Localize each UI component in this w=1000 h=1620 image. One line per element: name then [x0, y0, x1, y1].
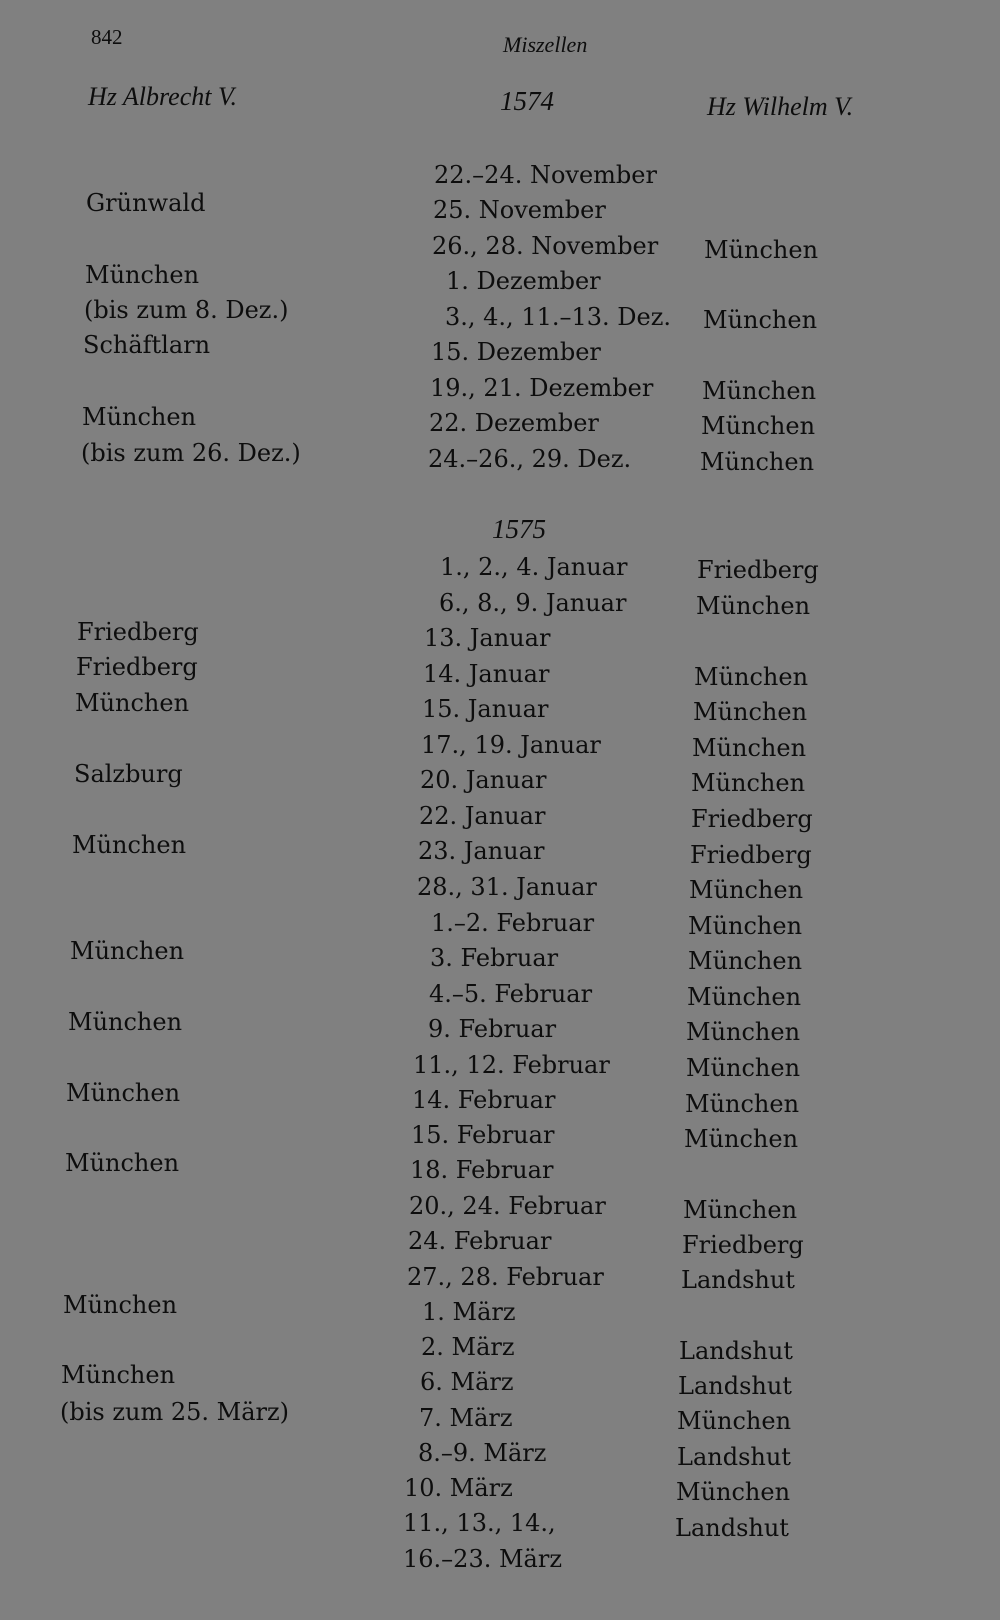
place-entry: München — [677, 1407, 792, 1435]
year-heading-1574: 1574 — [500, 86, 554, 116]
place-entry: Friedberg — [697, 556, 819, 584]
place-entry: Salzburg — [74, 760, 183, 788]
date-entry: 24. Februar — [408, 1227, 552, 1255]
date-entry: 11., 12. Februar — [413, 1051, 610, 1079]
place-note: (bis zum 26. Dez.) — [81, 439, 301, 467]
place-entry: München — [61, 1361, 176, 1389]
place-entry: München — [82, 403, 197, 431]
date-entry: 1., 2., 4. Januar — [440, 553, 628, 581]
date-entry: 1.–2. Februar — [431, 909, 595, 937]
place-entry: Landshut — [677, 1443, 791, 1471]
place-entry: München — [703, 306, 818, 334]
place-entry: München — [684, 1125, 799, 1153]
place-entry: Friedberg — [76, 653, 198, 681]
place-entry: Friedberg — [77, 618, 199, 646]
date-entry: 20. Januar — [420, 766, 547, 794]
page-number: 842 — [91, 25, 123, 49]
place-entry: München — [696, 592, 811, 620]
date-entry: 6., 8., 9. Januar — [439, 589, 627, 617]
date-entry: 28., 31. Januar — [417, 873, 597, 901]
place-entry: Landshut — [681, 1266, 795, 1294]
place-entry: München — [689, 876, 804, 904]
date-entry: 18. Februar — [410, 1156, 554, 1184]
date-entry: 20., 24. Februar — [409, 1192, 606, 1220]
date-entry: 15. Februar — [411, 1121, 555, 1149]
date-entry: 7. März — [419, 1404, 513, 1432]
place-entry: Landshut — [675, 1514, 789, 1542]
date-entry: 16.–23. März — [403, 1545, 562, 1573]
place-entry: Friedberg — [682, 1231, 804, 1259]
date-entry: 14. Januar — [423, 660, 550, 688]
place-entry: München — [687, 983, 802, 1011]
place-entry: München — [68, 1008, 183, 1036]
date-entry: 2. März — [421, 1333, 515, 1361]
place-entry: München — [704, 236, 819, 264]
date-entry: 14. Februar — [412, 1086, 556, 1114]
date-entry: 3. Februar — [430, 944, 559, 972]
year-heading-1575: 1575 — [492, 514, 546, 544]
place-entry: München — [686, 1018, 801, 1046]
date-entry: 19., 21. Dezember — [430, 374, 654, 402]
place-entry: München — [694, 663, 809, 691]
place-entry: Landshut — [679, 1337, 793, 1365]
date-entry: 27., 28. Februar — [407, 1263, 604, 1291]
place-entry: Schäftlarn — [83, 331, 211, 359]
place-note: (bis zum 25. März) — [60, 1398, 289, 1426]
place-entry: München — [66, 1079, 181, 1107]
date-entry: 6. März — [420, 1368, 514, 1396]
date-entry: 25. November — [433, 196, 606, 224]
date-entry: 1. März — [422, 1298, 516, 1326]
place-entry: Landshut — [678, 1372, 792, 1400]
column-header-left: Hz Albrecht V. — [88, 82, 238, 111]
date-entry: 11., 13., 14., — [403, 1509, 556, 1537]
date-entry: 3., 4., 11.–13. Dez. — [445, 303, 671, 331]
date-entry: 23. Januar — [418, 837, 545, 865]
place-entry: München — [676, 1478, 791, 1506]
place-entry: München — [686, 1054, 801, 1082]
place-entry: München — [700, 448, 815, 476]
date-entry: 15. Januar — [422, 695, 549, 723]
date-entry: 15. Dezember — [431, 338, 601, 366]
place-entry: München — [63, 1291, 178, 1319]
date-entry: 22.–24. November — [434, 161, 657, 189]
place-entry: München — [688, 947, 803, 975]
place-entry: Grünwald — [86, 189, 206, 217]
place-entry: München — [701, 412, 816, 440]
date-entry: 24.–26., 29. Dez. — [428, 445, 632, 473]
place-entry: München — [72, 831, 187, 859]
date-entry: 26., 28. November — [432, 232, 659, 260]
place-entry: München — [685, 1090, 800, 1118]
place-entry: Friedberg — [691, 805, 813, 833]
place-entry: München — [692, 734, 807, 762]
place-note: (bis zum 8. Dez.) — [84, 296, 289, 324]
date-entry: 17., 19. Januar — [421, 731, 601, 759]
place-entry: München — [702, 377, 817, 405]
date-entry: 10. März — [404, 1474, 513, 1502]
place-entry: München — [85, 261, 200, 289]
date-entry: 13. Januar — [424, 624, 551, 652]
date-entry: 8.–9. März — [418, 1439, 547, 1467]
place-entry: München — [75, 689, 190, 717]
place-entry: München — [693, 698, 808, 726]
column-header-right: Hz Wilhelm V. — [707, 92, 854, 121]
date-entry: 22. Dezember — [429, 409, 599, 437]
date-entry: 4.–5. Februar — [429, 980, 593, 1008]
date-entry: 22. Januar — [419, 802, 546, 830]
running-head: Miszellen — [503, 32, 588, 57]
place-entry: Friedberg — [690, 841, 812, 869]
place-entry: München — [70, 937, 185, 965]
place-entry: München — [688, 912, 803, 940]
date-entry: 9. Februar — [428, 1015, 557, 1043]
place-entry: München — [683, 1196, 798, 1224]
place-entry: München — [691, 769, 806, 797]
date-entry: 1. Dezember — [446, 267, 601, 295]
place-entry: München — [65, 1149, 180, 1177]
